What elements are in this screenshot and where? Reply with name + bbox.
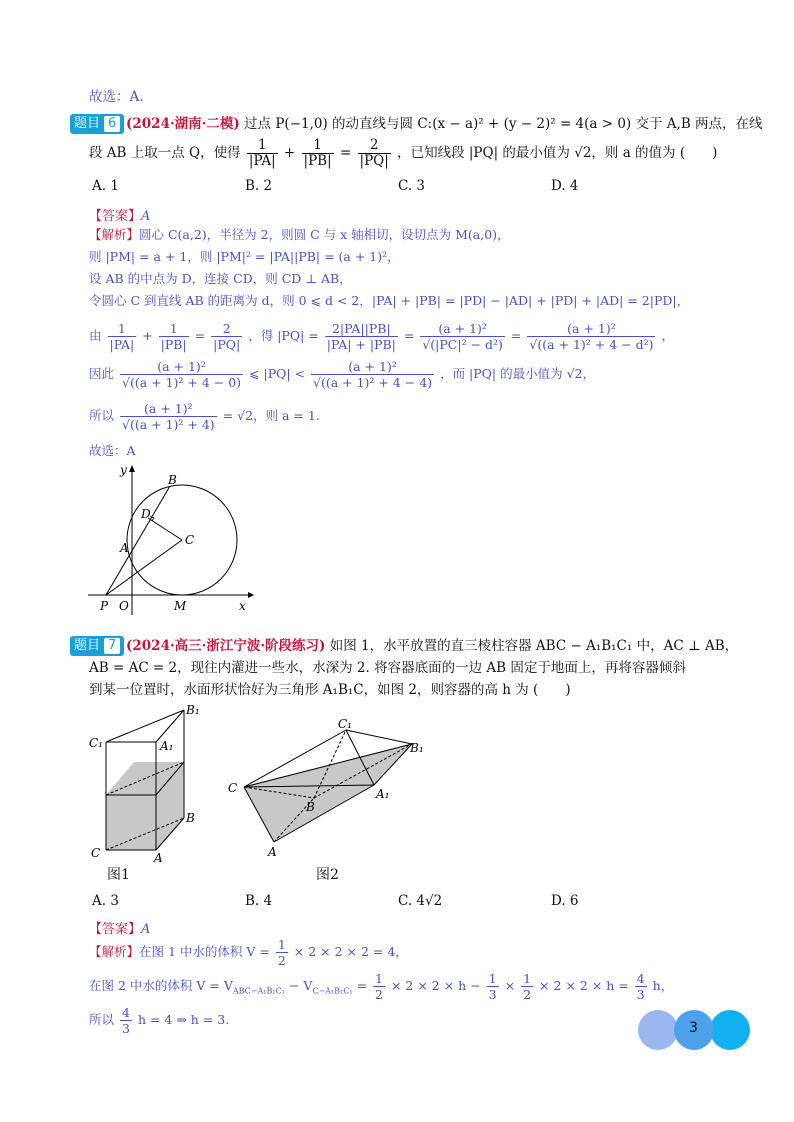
q6-solution-3: 设 AB 的中点为 D，连接 CD，则 CD ⊥ AB，	[89, 271, 352, 286]
answer-value: A	[141, 209, 151, 224]
question-tag-label: 题目	[74, 116, 101, 131]
q6-solution-5: 由 $\frac{1}{|PA|}$ + $\frac{1}{|PB|}$ = $\frac{2}{|PQ|}$ ，得 |PQ| = $\frac{2|PA||PB|}{|PA| + |PB|}$ = $\frac{\text{(a + 1)²}}{\text{√(|PC|² − d²)}}$ = $\frac{\text{(a + 1)²}}{\text{√((a + 1)² + 4 − d²)}}$ ，	[89, 321, 674, 352]
label-b: B	[306, 800, 315, 814]
answer-label: 【答案】	[89, 209, 142, 224]
figure-1-caption: 图1	[107, 867, 130, 883]
question-tag	[70, 636, 124, 656]
page-decor-circle-left	[638, 1010, 678, 1050]
fraction: $\frac{1}{|PA|}$	[248, 137, 276, 169]
fraction: $\frac{2}{|PQ|}$	[359, 137, 389, 169]
q6-text-line2b: ，已知线段 |PQ| 的最小值为 √2，则 a 的值为 ( )	[397, 145, 718, 161]
label-a: A	[120, 541, 129, 555]
label-b: B	[186, 811, 195, 825]
label-c: C	[91, 846, 101, 860]
q6-solution-4: 令圆心 C 到直线 AB 的距离为 d，则 0 ⩽ d < 2，|PA| + |PB| = |PD| − |AD| + |PD| + |AD| = 2|PD|，	[89, 293, 690, 308]
segment-dc	[148, 518, 182, 540]
q6-line1	[126, 115, 763, 133]
label-p: P	[100, 599, 109, 613]
q7-option-c: C. 4√2	[398, 893, 443, 909]
label-a: A	[268, 845, 277, 859]
label-a1: A₁	[160, 739, 174, 753]
q6-option-b: B. 2	[245, 178, 273, 194]
label-b1: B₁	[410, 741, 424, 755]
label-d: D	[141, 507, 151, 521]
figure-2-caption: 图2	[316, 867, 339, 883]
analysis-label: 【解析】	[89, 944, 140, 959]
label-m: M	[174, 599, 187, 613]
q7-option-b: B. 4	[245, 893, 273, 909]
q7-option-a: A. 3	[92, 893, 119, 909]
q7-figure-1	[86, 700, 206, 864]
q6-line2: 段 AB 上取一点 Q，使得 $\frac{1}{|PA|}$ + $\frac{1}{|PB|}$ = $\frac{2}{|PQ|}$ ，已知线段 |PQ| 的最小值为 √2，则 a 的值为 ( )	[89, 137, 718, 169]
page-decor-circle-right	[710, 1010, 750, 1050]
fraction: $\frac{1}{|PB|}$	[303, 137, 332, 169]
previous-choice: 故选：A.	[89, 89, 144, 105]
q6-option-c: C. 3	[398, 178, 426, 194]
answer-value: A	[141, 922, 151, 937]
label-o: O	[119, 599, 129, 613]
q7-option-d: D. 6	[551, 893, 579, 909]
q6-option-a: A. 1	[92, 178, 119, 194]
label-c: C	[185, 533, 195, 547]
q7-figure-2	[226, 712, 432, 860]
q6-figure	[88, 460, 258, 616]
q7-line3: 到某一位置时，水面形状恰好为三角形 A₁B₁C，如图 2，则容器的高 h 为 ( )	[89, 682, 571, 698]
q7-line2: AB = AC = 2，现往内灌进一些水，水深为 2. 将容器底面的一边 AB 固定于地面上，再将容器倾斜	[89, 660, 686, 676]
q7-solution-1: 【解析】在图 1 中水的体积 V = $\frac{1}{2}$ × 2 × 2 × 2 = 4，	[89, 937, 408, 968]
label-a1: A₁	[376, 787, 390, 801]
q7-line1	[126, 637, 738, 655]
q7-solution-3: 所以 $\frac{4}{3}$ h = 4 ⇒ h = 3.	[89, 1005, 230, 1036]
page-number: 3	[689, 1020, 698, 1036]
label-b1: B₁	[186, 703, 200, 717]
label-b: B	[168, 473, 177, 487]
label-c: C	[228, 781, 238, 795]
q6-text-line2a: 段 AB 上取一点 Q，使得	[89, 145, 241, 161]
answer-label: 【答案】	[89, 922, 142, 937]
q6-source: (2024·湖南·二模)	[126, 116, 240, 132]
q7-text-line1: 如图 1，水平放置的直三棱柱容器 ABC − A₁B₁C₁ 中，AC ⊥ AB，	[329, 638, 739, 654]
q6-solution-2: 则 |PM| = a + 1，则 |PM|² = |PA||PB| = (a + 1)²，	[89, 249, 400, 264]
label-c1: C₁	[338, 717, 352, 731]
y-axis-arrow	[129, 465, 135, 472]
q6-text-line1: 过点 P(−1,0) 的动直线与圆 C:(x − a)² + (y − 2)² = 4(a > 0) 交于 A,B 两点，在线	[244, 116, 763, 132]
line-pb	[106, 486, 170, 595]
x-axis-arrow	[248, 592, 254, 598]
question-number: 7	[104, 638, 120, 654]
question-tag-label: 题目	[74, 638, 101, 653]
label-x: x	[239, 599, 246, 613]
q6-solution-1: 【解析】圆心 C(a,2)，半径为 2，则圆 C 与 x 轴相切，设切点为 M(a,0)，	[89, 227, 510, 242]
analysis-label: 【解析】	[89, 227, 140, 242]
q7-solution-2: 在图 2 中水的体积 $V = V_{ABC-A_1B_1C_1} - V_{C-A_1B_1C_1}$ = $\frac{1}{2}$ × 2 × 2 × h − $\frac{1}{3}$ × $\frac{1}{2}$ × 2 × 2 × h = $\frac{4}{3}$ h，	[89, 971, 674, 1002]
q6-answer	[89, 205, 150, 224]
q6-option-d: D. 4	[551, 178, 579, 194]
line-pc	[106, 540, 182, 595]
q6-solution-7: 所以 $\frac{\text{(a + 1)²}}{\text{√((a + 1)² + 4)}}$ = √2，则 a = 1.	[89, 401, 320, 432]
q6-solution-6: 因此 $\frac{\text{(a + 1)²}}{\text{√((a + 1)² + 4 − 0)}}$ ⩽ |PQ| < $\frac{\text{(a + 1)²}}{\text{√((a + 1)² + 4 − 4)}}$ ，而 |PQ| 的最小值为 √2，	[89, 359, 595, 390]
label-y: y	[120, 463, 127, 477]
label-c1: C₁	[89, 736, 103, 750]
label-a: A	[154, 851, 163, 864]
question-number: 6	[104, 116, 120, 132]
q6-choice: 故选：A	[89, 443, 136, 458]
q7-source: (2024·高三·浙江宁波·阶段练习)	[126, 638, 326, 654]
question-tag	[70, 114, 124, 134]
